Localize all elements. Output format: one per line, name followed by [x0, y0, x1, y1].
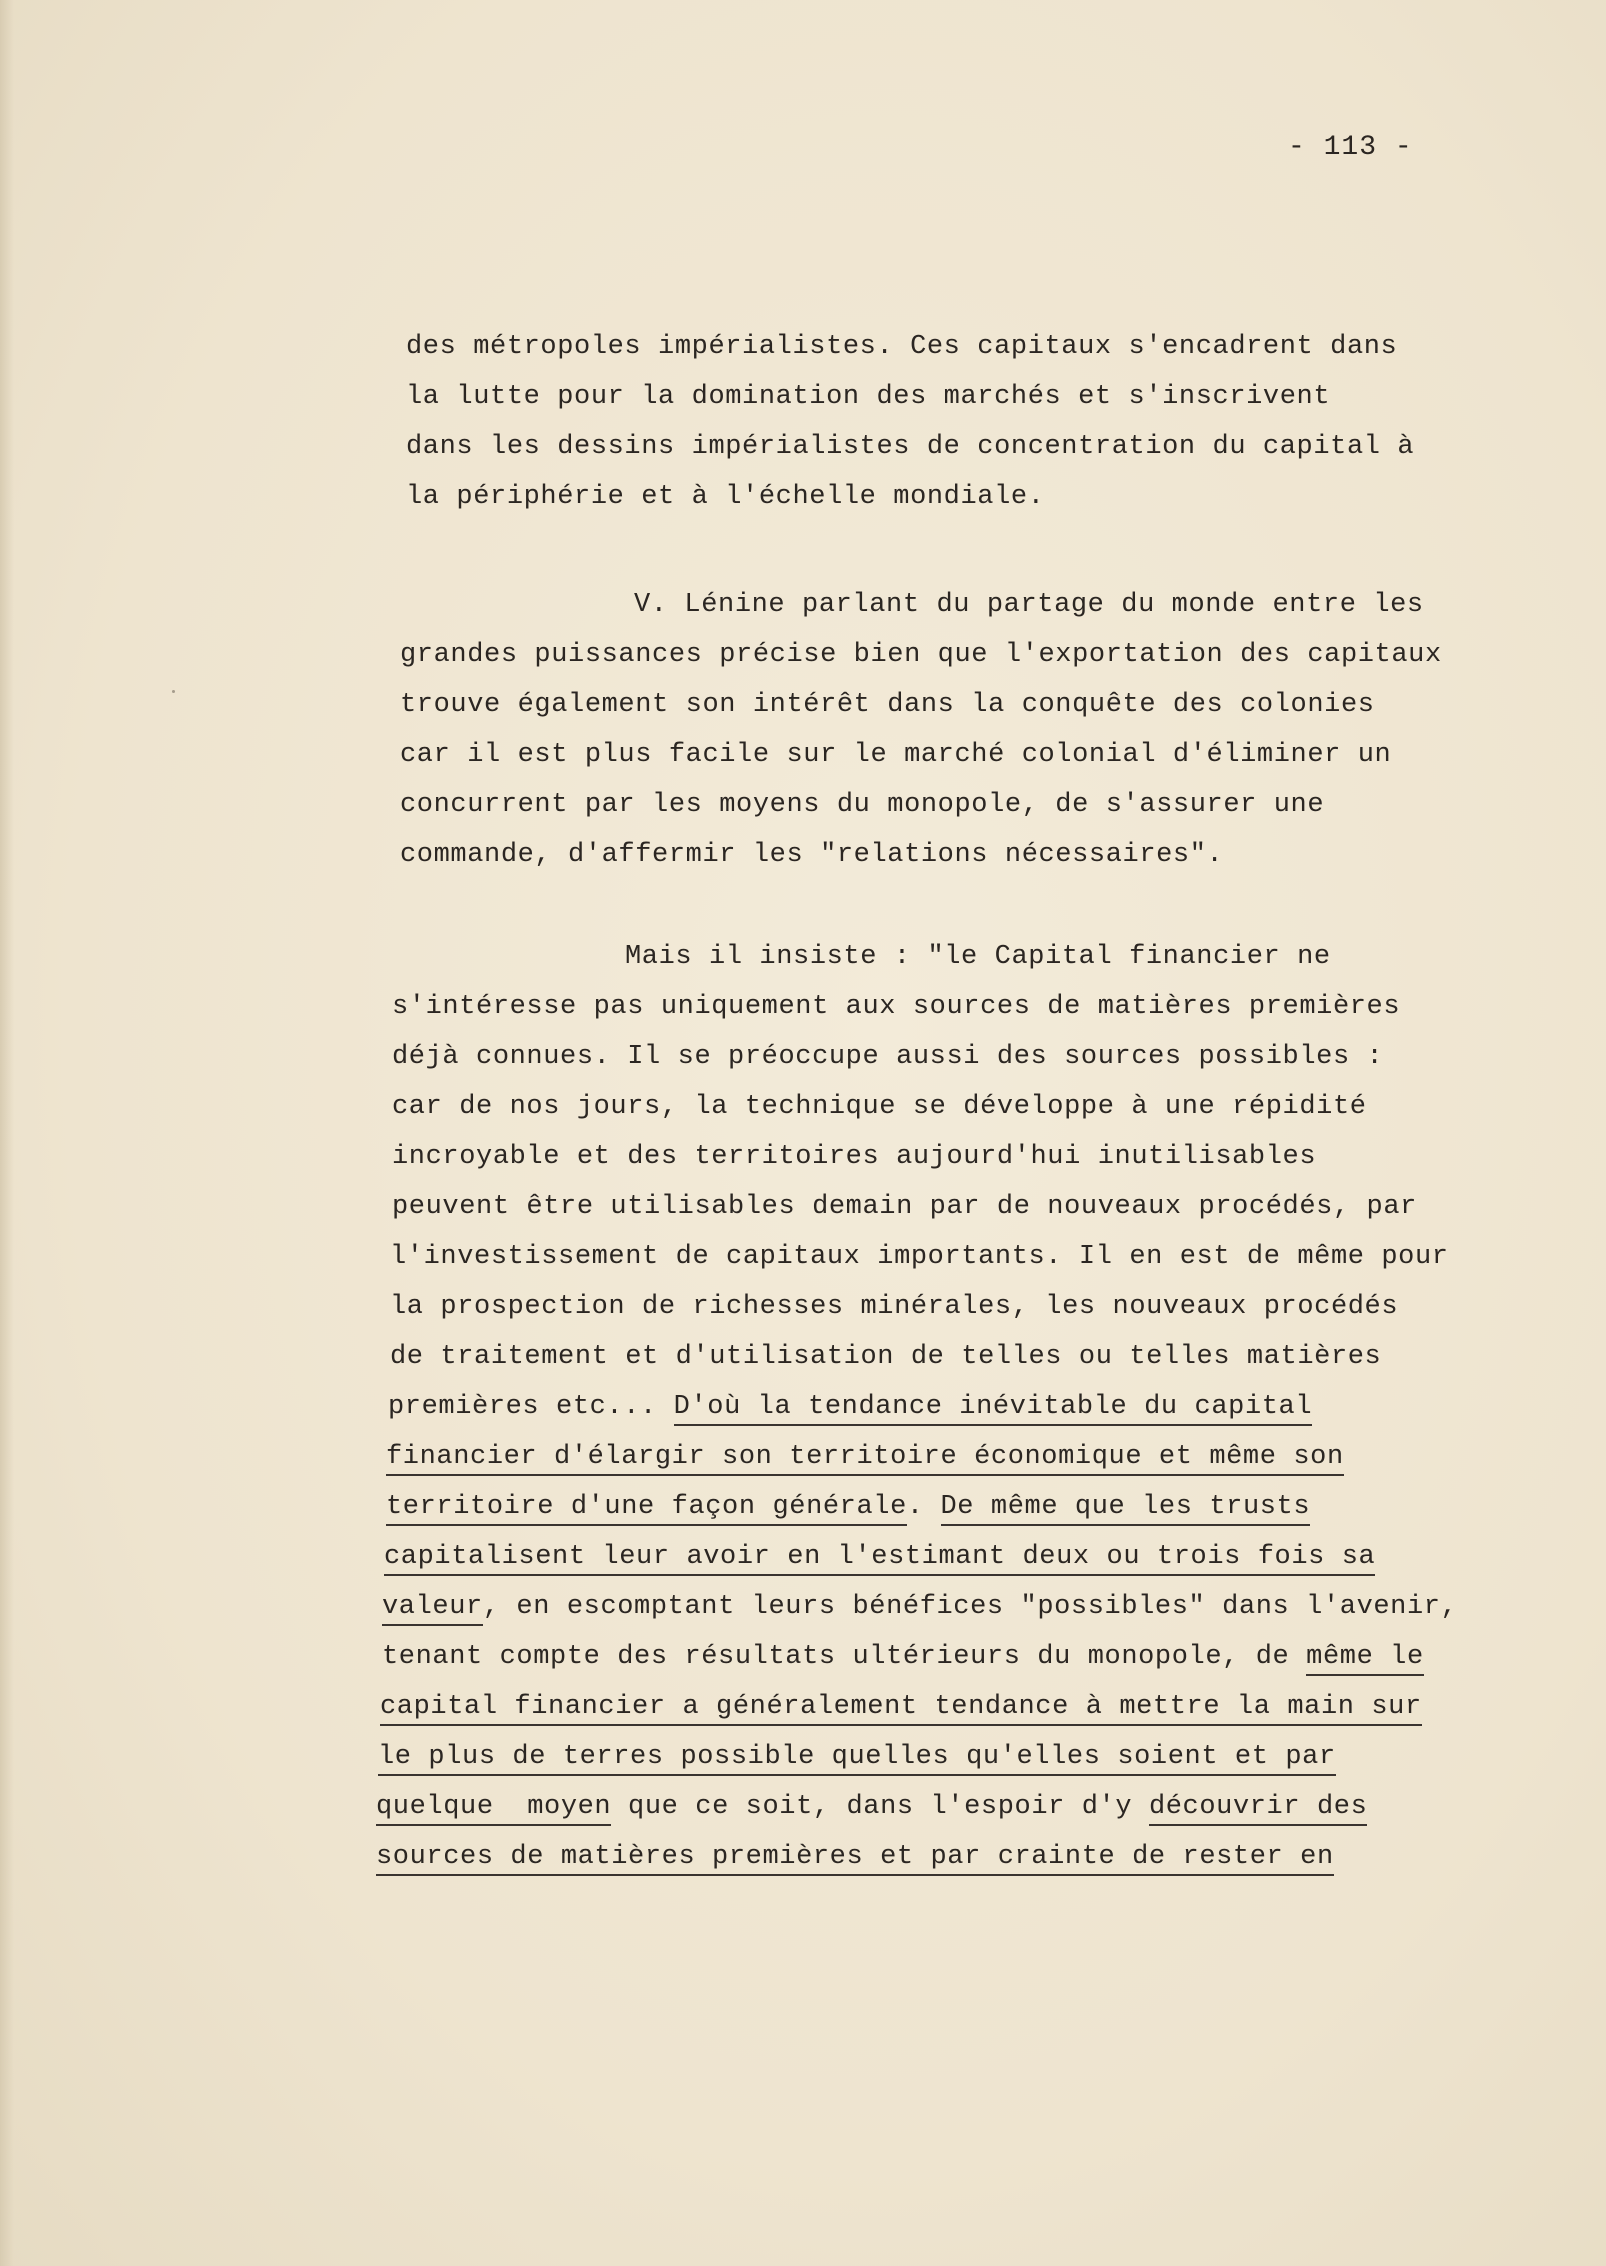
text-line: trouve également son intérêt dans la conquête des colonies — [400, 690, 1375, 720]
text-line — [384, 1540, 1375, 1574]
text-line — [376, 1840, 1334, 1874]
underlined-text: sources de matières premières et par crainte de rester en — [376, 1842, 1334, 1876]
text-line: grandes puissances précise bien que l'exportation des capitaux — [400, 640, 1442, 670]
text-span: . — [906, 1492, 941, 1522]
underlined-text: territoire d'une façon générale — [386, 1492, 907, 1526]
text-line: V. Lénine parlant du partage du monde entre les — [634, 590, 1424, 620]
text-line: peuvent être utilisables demain par de nouveaux procédés, par — [392, 1192, 1417, 1222]
text-span: , en escomptant leurs bénéfices "possibles" dans l'avenir, — [482, 1592, 1458, 1622]
text-line: Mais il insiste : "le Capital financier ne — [625, 942, 1331, 972]
text-line: dans les dessins impérialistes de concentration du capital à — [406, 432, 1415, 462]
page-number: - 113 - — [1288, 132, 1413, 163]
page-edge-shadow — [0, 0, 14, 2266]
underlined-text: le plus de terres possible quelles qu'elles soient et par — [378, 1742, 1336, 1776]
underlined-text: découvrir des — [1149, 1792, 1367, 1826]
text-line: la lutte pour la domination des marchés et s'inscrivent — [406, 382, 1331, 412]
underlined-text: De même que les trusts — [941, 1492, 1311, 1526]
text-span: premières etc... — [388, 1392, 674, 1422]
text-line: la prospection de richesses minérales, les nouveaux procédés — [390, 1292, 1399, 1322]
text-line: car de nos jours, la technique se développe à une répidité — [392, 1092, 1367, 1122]
underlined-text: D'où la tendance inévitable du capital — [674, 1392, 1313, 1426]
text-line — [382, 1640, 1424, 1674]
text-line: la périphérie et à l'échelle mondiale. — [406, 482, 1045, 512]
text-line — [380, 1690, 1422, 1724]
underlined-text: capital financier a généralement tendance à mettre la main sur — [380, 1692, 1422, 1726]
underlined-text: financier d'élargir son territoire économique et même son — [386, 1442, 1344, 1476]
text-line: car il est plus facile sur le marché colonial d'éliminer un — [400, 740, 1392, 770]
text-span: tenant compte des résultats ultérieurs du monopole, de — [382, 1642, 1307, 1672]
text-line: l'investissement de capitaux importants. Il en est de même pour — [390, 1242, 1449, 1272]
text-line — [388, 1390, 1312, 1424]
text-line: déjà connues. Il se préoccupe aussi des sources possibles : — [392, 1042, 1384, 1072]
text-line: de traitement et d'utilisation de telles ou telles matières — [390, 1342, 1382, 1372]
text-line — [376, 1790, 1367, 1824]
underlined-text: capitalisent leur avoir en l'estimant deux ou trois fois sa — [384, 1542, 1375, 1576]
text-line: s'intéresse pas uniquement aux sources de matières premières — [392, 992, 1401, 1022]
text-line: commande, d'affermir les "relations nécessaires". — [400, 840, 1224, 870]
text-line: concurrent par les moyens du monopole, de s'assurer une — [400, 790, 1325, 820]
underlined-text: valeur — [382, 1592, 483, 1626]
text-line — [386, 1440, 1344, 1474]
underlined-text: quelque moyen — [376, 1792, 611, 1826]
text-line: des métropoles impérialistes. Ces capitaux s'encadrent dans — [406, 332, 1398, 362]
text-line: incroyable et des territoires aujourd'hui inutilisables — [392, 1142, 1317, 1172]
underlined-text: même le — [1306, 1642, 1424, 1676]
text-span: que ce soit, dans l'espoir d'y — [611, 1792, 1149, 1822]
text-line — [378, 1740, 1336, 1774]
text-line — [382, 1590, 1457, 1624]
margin-speck — [172, 690, 175, 693]
text-line — [386, 1490, 1310, 1524]
